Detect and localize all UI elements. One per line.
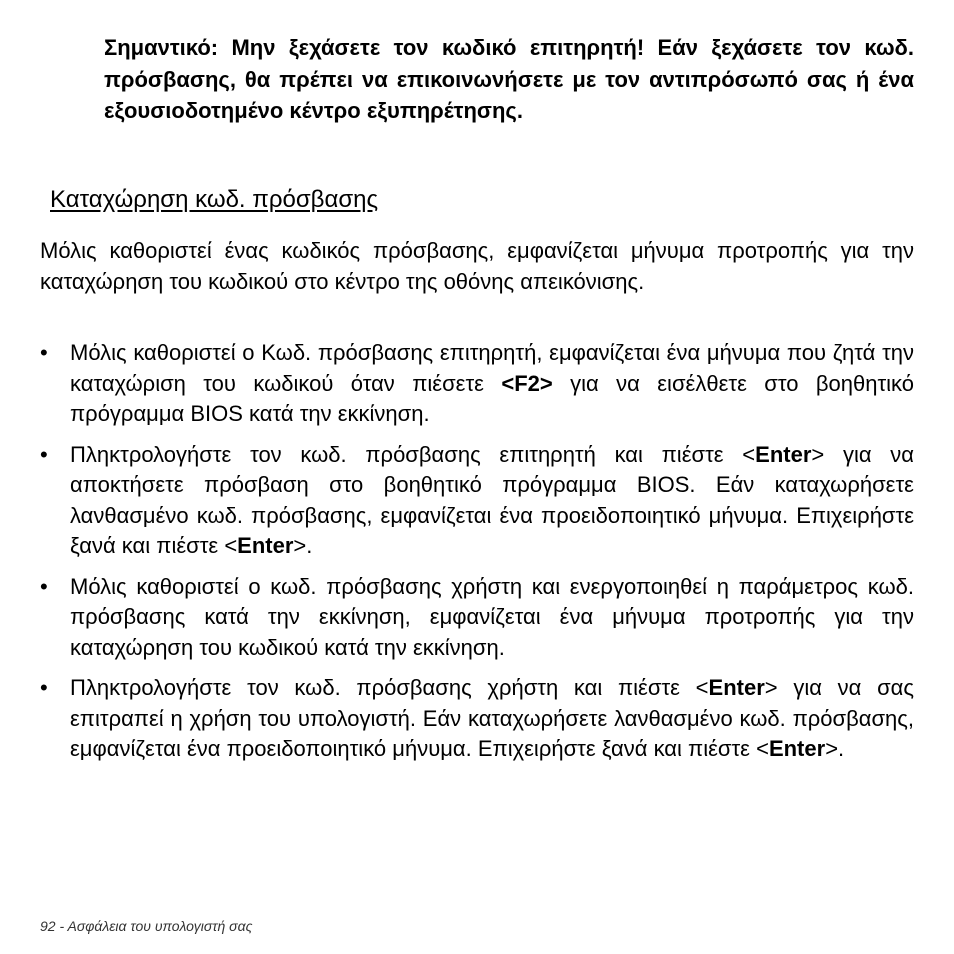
text-run: > για να σας επιτραπεί η χρήση του υπολογιστή. Εάν καταχωρήσετε λανθασμένο κωδ. πρόσβασης, εμφανίζεται ένα προειδοποιητικό μήνυμα. Επιχειρήστε ξανά και πιέστε <: [70, 675, 914, 761]
list-item: [40, 673, 914, 765]
intro-paragraph: Μόλις καθοριστεί ένας κωδικός πρόσβασης, εμφανίζεται μήνυμα προτροπής για την καταχώρηση του κωδικού στο κέντρο της οθόνης απεικόνισης.: [40, 238, 914, 294]
bullet-icon: •: [40, 441, 48, 467]
list-item-text: [70, 340, 914, 426]
text-run: Πληκτρολογήστε τον κωδ. πρόσβασης χρήστη και πιέστε <: [70, 675, 709, 700]
text-run: >.: [293, 533, 313, 558]
text-run: Πληκτρολογήστε τον κωδ. πρόσβασης επιτηρητή και πιέστε <: [70, 441, 756, 467]
list-item-text: [70, 675, 914, 761]
text-run: Μόλις καθοριστεί ο Κωδ. πρόσβασης επιτηρητή, εμφανίζεται ένα μήνυμα που ζητά την καταχώριση του κωδικού όταν πιέσετε: [70, 340, 914, 396]
text-run: > για να αποκτήσετε πρόσβαση στο βοηθητικό πρόγραμμα BIOS. Εάν καταχωρήσετε λανθασμένο κωδ. πρόσβασης, εμφανίζεται ένα προειδοποιητικό μήνυμα. Επιχειρήστε ξανά και πιέστε <: [70, 441, 914, 558]
text-run: Μόλις καθοριστεί ο κωδ. πρόσβασης χρήστη και ενεργοποιηθεί η παράμετρος κωδ. πρόσβασης κατά την εκκίνηση, εμφανίζεται ένα μήνυμα προτροπής για την καταχώρηση του κωδικού κατά την εκκίνηση.: [70, 573, 914, 660]
list-item: [40, 572, 914, 664]
page-footer: 92 - Ασφάλεια του υπολογιστή σας: [40, 918, 253, 934]
key-name: Enter: [768, 736, 826, 761]
key-name: Enter: [755, 441, 812, 467]
bullet-icon: •: [40, 573, 48, 599]
list-item-text: [70, 442, 914, 559]
bullet-list: [40, 338, 914, 775]
list-item: [40, 338, 914, 430]
important-note: Σημαντικό: Μην ξεχάσετε τον κωδικό επιτηρητή! Εάν ξεχάσετε τον κωδ. πρόσβασης, θα πρέπει να επικοινωνήσετε με τον αντιπρόσωπό σας ή ένα εξουσιοδοτημένο κέντρο εξυπηρέτησης.: [104, 35, 914, 123]
key-name: <F2>: [501, 370, 553, 396]
section-heading: Καταχώρηση κωδ. πρόσβασης: [50, 186, 379, 213]
key-name: Enter: [708, 675, 765, 700]
key-name: Enter: [237, 533, 294, 558]
text-run: για να εισέλθετε στο βοηθητικό πρόγραμμα BIOS κατά την εκκίνηση.: [70, 370, 914, 426]
list-item-text: [70, 574, 914, 660]
bullet-icon: •: [40, 340, 48, 365]
list-item: [40, 440, 914, 562]
text-run: >.: [825, 736, 845, 761]
bullet-icon: •: [40, 675, 48, 700]
